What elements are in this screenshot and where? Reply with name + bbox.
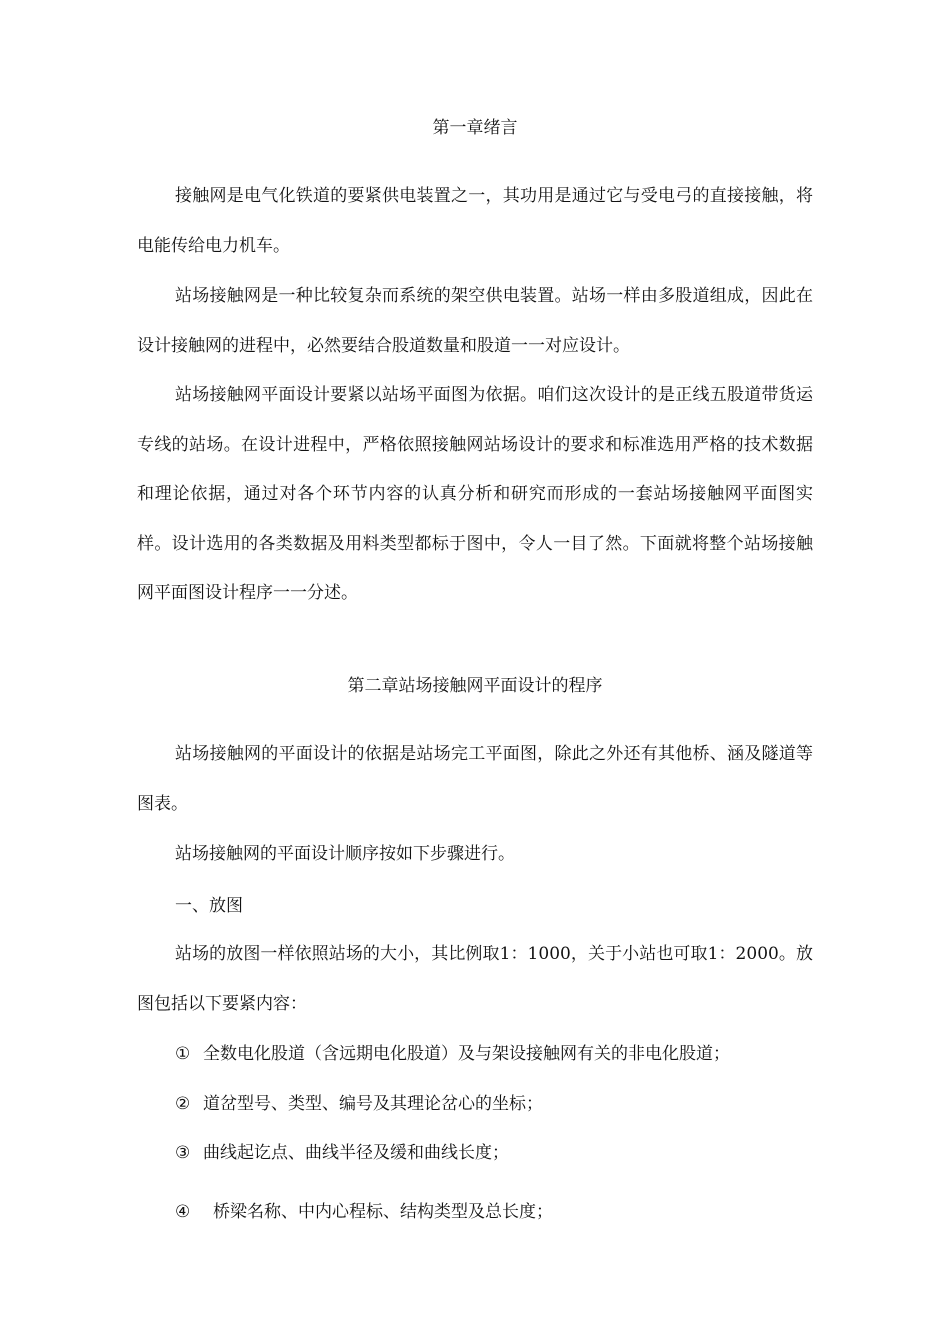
list-item [175, 1042, 730, 1066]
chapter-1-paragraph-3: 站场接触网平面设计要紧以站场平面图为依据。咱们这次设计的是正线五股道带货运专线的站场。在设计进程中，严格依照接触网站场设计的要求和标准选用严格的技术数据和理论依据，通过对各个环节内容的认真分析和研究而形成的一套站场接触网平面图实样。设计选用的各类数据及用料类型都标于图中，令人一目了然。下面就将整个站场接触网平面图设计程序一一分述。 [137, 385, 813, 603]
list-item-text: 全数电化股道（含远期电化股道）及与架设接触网有关的非电化股道； [203, 1044, 730, 1064]
chapter-2-title: 第二章站场接触网平面设计的程序 [347, 676, 603, 696]
list-item [175, 1200, 553, 1224]
section-1-title: 一、放图 [175, 896, 243, 916]
chapter-2-paragraph-3: 站场的放图一样依照站场的大小，其比例取1：1000，关于小站也可取1：2000。放图包括以下要紧内容： [137, 944, 813, 1014]
list-item-marker: ① [175, 1044, 191, 1064]
list-item-marker: ③ [175, 1143, 191, 1163]
list-item [175, 1092, 543, 1116]
chapter-1-paragraph-2: 站场接触网是一种比较复杂而系统的架空供电装置。站场一样由多股道组成，因此在设计接触网的进程中，必然要结合股道数量和股道一一对应设计。 [137, 286, 813, 356]
list-item-marker: ② [175, 1094, 191, 1114]
list-item-marker: ④ [175, 1202, 191, 1222]
list-item-text: 道岔型号、类型、编号及其理论岔心的坐标； [203, 1094, 543, 1114]
chapter-2-paragraph-1: 站场接触网的平面设计的依据是站场完工平面图，除此之外还有其他桥、涵及隧道等图表。 [137, 744, 813, 814]
chapter-2-paragraph-2: 站场接触网的平面设计顺序按如下步骤进行。 [175, 844, 515, 864]
list-item [175, 1141, 509, 1165]
chapter-1-title: 第一章绪言 [432, 118, 518, 138]
list-item-text: 曲线起讫点、曲线半径及缓和曲线长度； [203, 1143, 509, 1163]
list-item-text: 桥梁名称、中内心程标、结构类型及总长度； [213, 1202, 553, 1222]
chapter-1-paragraph-1: 接触网是电气化铁道的要紧供电装置之一，其功用是通过它与受电弓的直接接触，将电能传给电力机车。 [137, 186, 813, 256]
